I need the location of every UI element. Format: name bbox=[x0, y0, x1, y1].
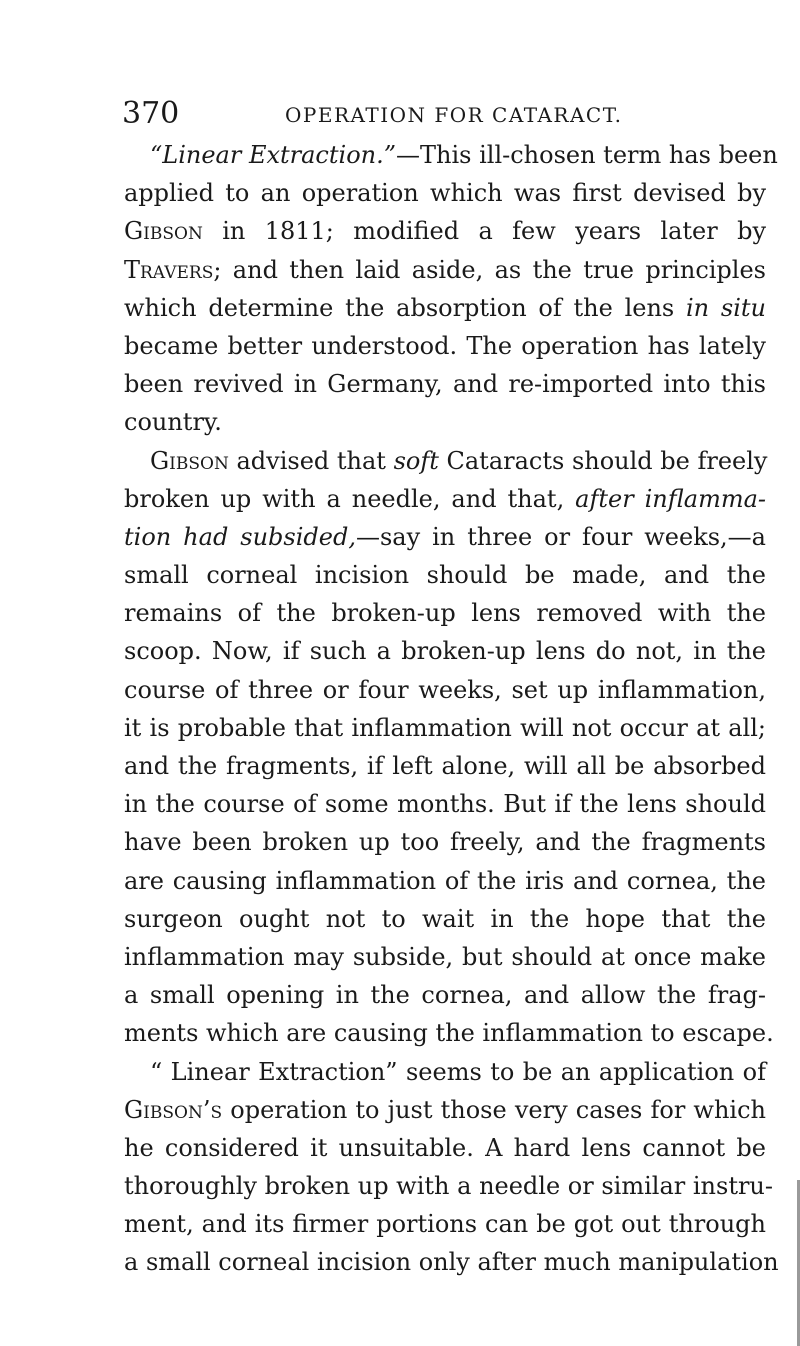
text-run: soft bbox=[393, 446, 439, 475]
text-run: “ Linear Extraction” seems to be an application of bbox=[150, 1057, 766, 1086]
text-run: after inflamma- bbox=[575, 484, 767, 513]
text-run: ; and then laid aside, as the true principles bbox=[213, 255, 766, 284]
text-line bbox=[124, 251, 766, 289]
text-line bbox=[124, 556, 766, 594]
text-run: —This ill-chosen term has been bbox=[396, 141, 778, 169]
page-number: 370 bbox=[122, 96, 180, 131]
text-line bbox=[124, 327, 766, 365]
text-run: country. bbox=[124, 408, 222, 437]
text-run: ments which are causing the inflammation to escape. bbox=[124, 1019, 774, 1048]
text-run: in 1811; modified a few years later by bbox=[202, 217, 766, 246]
page-header bbox=[122, 94, 762, 134]
text-run: a small corneal incision only after much manipulation bbox=[124, 1248, 779, 1277]
text-run: in the course of some months. But if the lens should bbox=[124, 790, 766, 819]
text-run: Gibson’s bbox=[124, 1095, 223, 1124]
text-run: been revived in Germany, and re-imported into this bbox=[124, 370, 766, 399]
text-line bbox=[124, 671, 766, 709]
text-line bbox=[124, 900, 766, 938]
text-run: a small opening in the cornea, and allow the frag- bbox=[124, 981, 766, 1010]
text-run: which determine the absorption of the lens bbox=[124, 293, 686, 322]
text-line bbox=[124, 709, 766, 747]
text-line bbox=[124, 136, 778, 174]
text-run: advised that bbox=[228, 446, 394, 475]
text-run: “Linear Extraction.” bbox=[150, 141, 396, 169]
text-run: surgeon ought not to wait in the hope that the bbox=[124, 904, 766, 933]
text-line bbox=[124, 1243, 779, 1281]
text-line bbox=[124, 823, 766, 861]
text-line bbox=[124, 518, 766, 556]
text-run: Cataracts should be freely bbox=[438, 446, 768, 475]
text-run: it is probable that inflammation will not occur at all; bbox=[124, 713, 766, 742]
text-line bbox=[124, 174, 766, 212]
text-line bbox=[124, 212, 766, 250]
text-line bbox=[124, 1053, 766, 1091]
text-run: in situ bbox=[686, 293, 766, 322]
text-run: he considered it unsuitable. A hard lens cannot be bbox=[124, 1133, 766, 1162]
text-line bbox=[124, 594, 766, 632]
running-title: OPERATION FOR CATARACT. bbox=[285, 103, 623, 127]
text-run: tion had subsided, bbox=[124, 522, 356, 551]
text-run: Travers bbox=[124, 255, 214, 284]
text-line bbox=[124, 1167, 773, 1205]
text-line bbox=[124, 403, 766, 441]
text-run: and the fragments, if left alone, will all be absorbed bbox=[124, 752, 766, 780]
text-run: thoroughly broken up with a needle or similar instru- bbox=[124, 1172, 773, 1201]
text-line bbox=[124, 365, 766, 403]
text-line bbox=[124, 1129, 766, 1167]
text-line bbox=[124, 632, 766, 670]
text-run: inflammation may subside, but should at once make bbox=[124, 942, 766, 971]
text-line bbox=[124, 1205, 766, 1243]
text-line bbox=[124, 1014, 774, 1052]
text-line bbox=[124, 747, 766, 785]
text-run: operation to just those very cases for which bbox=[222, 1095, 766, 1124]
text-line bbox=[124, 785, 766, 823]
text-run: scoop. Now, if such a broken-up lens do not, in the bbox=[124, 637, 766, 666]
text-run: —say in three or four weeks,—a bbox=[355, 522, 766, 551]
text-run: are causing inflammation of the iris and cornea, the bbox=[124, 866, 766, 895]
text-run: course of three or four weeks, set up inflammation, bbox=[124, 675, 766, 704]
text-run: applied to an operation which was first devised by bbox=[124, 179, 766, 208]
text-run: remains of the broken-up lens removed with the bbox=[124, 599, 766, 628]
text-run: have been broken up too freely, and the fragments bbox=[124, 828, 766, 857]
body-text bbox=[124, 136, 779, 1282]
text-run: Gibson bbox=[150, 446, 229, 475]
text-run: small corneal incision should be made, and the bbox=[124, 561, 766, 590]
text-run: became better understood. The operation has lately bbox=[124, 331, 766, 360]
text-line bbox=[124, 976, 766, 1014]
text-line bbox=[124, 480, 766, 518]
text-run: Gibson bbox=[124, 217, 203, 246]
text-line bbox=[124, 862, 766, 900]
text-run: broken up with a needle, and that, bbox=[124, 484, 576, 513]
text-line bbox=[124, 289, 766, 327]
text-line bbox=[124, 938, 766, 976]
text-line bbox=[124, 1091, 766, 1129]
text-line bbox=[124, 442, 766, 480]
text-run: ment, and its firmer portions can be got out through bbox=[124, 1210, 766, 1239]
